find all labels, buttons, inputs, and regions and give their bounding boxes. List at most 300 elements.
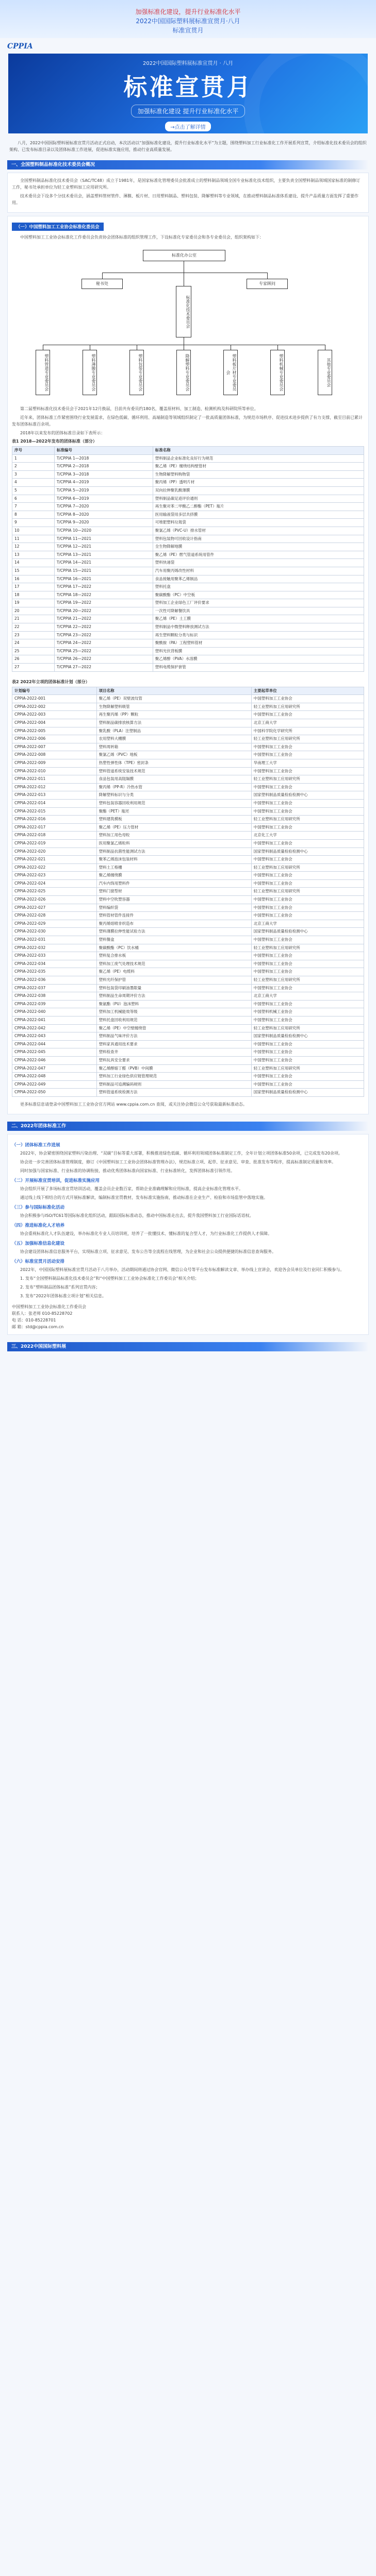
table-cell: 聚丙烯（PP）透明片材 [153, 479, 364, 487]
table-row [12, 727, 364, 735]
table-row [12, 551, 364, 559]
table-cell: 塑料制品气味评价方法 [96, 1032, 251, 1041]
table-header-cell: 主要起草单位 [251, 687, 364, 695]
org-node-committee: 标准化技术委员会 [176, 286, 191, 337]
plan-table [12, 687, 364, 1097]
table-row [12, 599, 364, 607]
table-row [12, 639, 364, 648]
table-cell: T/CPPIA 5—2019 [54, 486, 153, 495]
committee-subheading: （一）中国塑料加工工业协会标准化委员会 [12, 223, 104, 231]
table-cell: 农用塑料大棚膜 [96, 735, 251, 743]
table-cell: 塑料建筑模板 [96, 816, 251, 824]
table-row [12, 1032, 364, 1041]
table-cell: 塑料管道系统安装技术规范 [96, 767, 251, 775]
table-cell: CPPIA-2022-037 [12, 984, 97, 992]
table-cell: 塑料薄膜拉伸性能试验方法 [96, 928, 251, 936]
table-cell: CPPIA-2022-007 [12, 743, 97, 751]
table-cell: 中国塑料加工工业协会 [251, 1048, 364, 1057]
block-paragraph: 2022年，协会紧密围绕国家塑料污染治理、“双碳”目标等重大部署，积极推进绿色低碳、循环利用领域团体标准制定工作，全年计划立项团体标准50余项，已完成发布20余项。 [20, 1150, 343, 1156]
table-row [12, 1040, 364, 1048]
table-cell: 18 [12, 591, 55, 599]
table-cell: 中国塑料加工工业协会 [251, 711, 364, 719]
table-cell: 生物降解塑料购物袋 [153, 470, 364, 479]
table-cell: 汽车内饰用塑料件 [96, 879, 251, 888]
table-cell: 中国塑料加工工业协会 [251, 767, 364, 775]
table-cell: 塑料餐盒 [96, 936, 251, 944]
table-cell: 全生物降解地膜 [153, 543, 364, 551]
table-row [12, 807, 364, 816]
table-cell: CPPIA-2022-017 [12, 823, 97, 832]
table-cell: T/CPPIA 4—2019 [54, 479, 153, 487]
table-row [12, 1080, 364, 1089]
table-cell: 中国塑料加工工业协会 [251, 952, 364, 960]
intro-paragraph: 八月，2022中国国际塑料展标准宣贯月活动正式启动，本次活动以“加强标准化建设，提升行业标准化水平”为主题，围绕塑料加工行业标准化工作开展系列宣贯，介绍标准化技术委员会的组织架构、已发布标准目录以及团体标准工作进展，促进标准实施应用，推动行业高质量发展。 [9, 141, 367, 152]
table-cell: CPPIA-2022-046 [12, 1056, 97, 1064]
table-cell: CPPIA-2022-048 [12, 1073, 97, 1081]
table-cell: 聚乙烯（PE）缠绕结构壁管材 [153, 463, 364, 471]
table-cell: 21 [12, 615, 55, 623]
table-cell: CPPIA-2022-015 [12, 807, 97, 816]
spacer [12, 672, 364, 677]
table-cell: 中国塑料加工工业协会 [251, 896, 364, 904]
table-header-row [12, 687, 364, 695]
table-cell: T/CPPIA 12—2021 [54, 543, 153, 551]
table-cell: 塑料制品可追溯编码规则 [96, 1080, 251, 1089]
table-row [12, 454, 364, 463]
table-cell: 8 [12, 511, 55, 519]
table-cell: 27 [12, 664, 55, 672]
block-heading: （六）标准宣贯月活动安排 [12, 1259, 65, 1264]
hero-subtitle: 加强标准化建设 提升行业标准化水平 [131, 105, 246, 117]
table-cell: T/CPPIA 21—2022 [54, 615, 153, 623]
table-row [12, 486, 364, 495]
hero-subtitle-wrap [8, 103, 368, 117]
table-cell: 生物降解塑料吸管 [96, 703, 251, 711]
contact-line: 电 话：010-85228701 [12, 1317, 56, 1323]
table-row [12, 912, 364, 920]
table-cell: 降解塑料标识与分类 [96, 791, 251, 800]
table-cell: 塑料托盘 [153, 583, 364, 591]
table-cell: 塑料包装容器回收利用规范 [96, 799, 251, 807]
section-1-card [7, 173, 369, 213]
table-cell: 塑料包装物可回收设计指南 [153, 535, 364, 543]
section-1-heading: 一、全国塑料制品标准化技术委员会概况 [7, 160, 369, 170]
table-cell: 塑料周转箱 [96, 743, 251, 751]
org-line [102, 273, 103, 279]
table-cell: 聚乙烯醇缩丁醛（PVB）中间膜 [96, 1064, 251, 1073]
table-cell: CPPIA-2022-043 [12, 1032, 97, 1041]
org-node-child: 塑料管道专业委员会 [36, 350, 50, 395]
table-cell: 塑料制品抗菌性能测试方法 [96, 848, 251, 856]
table-cell: CPPIA-2022-013 [12, 791, 97, 800]
table-row [12, 623, 364, 632]
table-cell: CPPIA-2022-023 [12, 872, 97, 880]
table-cell: 聚丙烯（PP-R）冷热水管 [96, 783, 251, 791]
table-cell: 16 [12, 575, 55, 583]
banner-line-3: 标准宣贯月 [172, 27, 204, 34]
block-paragraph: 1. 发布“全国塑料制品标准化技术委员会”和“中国塑料加工工业协会标准化工作委员会”相关介绍； [20, 1276, 199, 1281]
table-header-cell: 计划编号 [12, 687, 97, 695]
table-cell: 国家塑料制品质量检验检测中心 [251, 791, 364, 800]
table-cell: 聚碳酸酯（PC）饮水桶 [96, 944, 251, 952]
table-2-title: 表2 2022年立项的团体标准计划（部分） [12, 679, 90, 684]
table-cell: 国家塑料制品质量检验检测中心 [251, 1089, 364, 1097]
table-row [12, 888, 364, 896]
table-cell: T/CPPIA 27—2022 [54, 664, 153, 672]
block-heading: （三）参与国际标准化活动 [12, 1205, 65, 1210]
table-row [12, 872, 364, 880]
table-cell: 聚乙烯（PE）土工膜 [153, 615, 364, 623]
table-row [12, 1008, 364, 1016]
block-paragraph: 协会重视标准化人才队伍建设，举办标准化专业人员培训班，培养了一批懂技术、懂标准的复合型人才，为行业标准化工作提供人才保障。 [20, 1231, 272, 1236]
table-row [12, 767, 364, 775]
table-row [12, 743, 364, 751]
table-row [12, 952, 364, 960]
table-cell: 国家塑料制品质量检验检测中心 [251, 848, 364, 856]
table-cell: CPPIA-2022-019 [12, 839, 97, 848]
table-cell: 塑料托盘回收利用规范 [96, 1016, 251, 1024]
table-1-body [12, 454, 364, 671]
table-cell: 聚丙烯熔喷非织造布 [96, 920, 251, 928]
section-1-para-2: 技术委员会下设多个分技术委员会，涵盖塑料管材管件、薄膜、板片材、日用塑料制品、塑料包装、降解塑料等专业领域，在推动塑料制品标准体系建设、提升产品质量方面发挥了重要作用。 [12, 194, 358, 205]
table-row [12, 591, 364, 599]
table-cell: 5 [12, 486, 55, 495]
table-cell: CPPIA-2022-021 [12, 856, 97, 864]
table-cell: T/CPPIA 3—2018 [54, 470, 153, 479]
org-node-child: 塑料板片材专业委员会 [223, 350, 238, 395]
table-cell: 塑料门窗型材 [96, 888, 251, 896]
table-cell: 北京工商大学 [251, 992, 364, 1001]
block-paragraph: 协会进一步完善团体标准管理制度，修订《中国塑料加工工业协会团体标准管理办法》，规范标准立项、起草、征求意见、审查、批准发布等程序，提高标准制定质量和效率。 [20, 1159, 336, 1164]
table-cell: 4 [12, 479, 55, 487]
table-cell: 国家塑料制品质量检验检测中心 [251, 928, 364, 936]
table-row [12, 1056, 364, 1064]
table-cell: 塑料加工行业绿色供应链管理规范 [96, 1073, 251, 1081]
table-cell: 中国塑料加工工业协会 [251, 839, 364, 848]
contact-line: 邮 箱：std@cppia.com.cn [12, 1324, 64, 1329]
org-node-child: 其他专业委员会 [318, 350, 332, 395]
table-row [12, 495, 364, 503]
table-cell: 北京工商大学 [251, 719, 364, 727]
table-cell: 13 [12, 551, 55, 559]
section-2-heading: 二、2022年团体标准工作 [7, 1122, 369, 1131]
table-cell: CPPIA-2022-006 [12, 735, 97, 743]
table-cell: 医用输液袋用多层共挤膜 [153, 511, 364, 519]
table-cell: 中国塑料加工工业协会 [251, 1000, 364, 1008]
table-cell: T/CPPIA 6—2019 [54, 495, 153, 503]
committee-para: 中国塑料加工工业协会标准化工作委员会负责协会团体标准的组织管理工作，下设标准化专家委员会和各专业委员会，组织架构如下： [20, 235, 264, 240]
table-cell: 塑料管材管件连接件 [96, 912, 251, 920]
table-cell: 食品接触用聚苯乙烯制品 [153, 575, 364, 583]
table-cell: CPPIA-2022-003 [12, 711, 97, 719]
table-cell: CPPIA-2022-020 [12, 848, 97, 856]
table-cell: CPPIA-2022-033 [12, 952, 97, 960]
hero-cta-wrap [8, 117, 368, 131]
table-cell: 塑料电缆保护套管 [153, 664, 364, 672]
table-cell: CPPIA-2022-050 [12, 1089, 97, 1097]
table-row [12, 1024, 364, 1032]
table-header-cell: 标准编号 [54, 447, 153, 455]
table-row [12, 936, 364, 944]
table-row [12, 607, 364, 615]
table-row [12, 751, 364, 759]
table-row [12, 470, 364, 479]
table-row [12, 799, 364, 807]
table-cell: CPPIA-2022-002 [12, 703, 97, 711]
table-cell: 10 [12, 527, 55, 535]
table-cell: 塑料包装袋印刷油墨限量 [96, 984, 251, 992]
table-cell: CPPIA-2022-024 [12, 879, 97, 888]
table-cell: 中国塑料加工工业协会 [251, 872, 364, 880]
cppia-logo: CPPIA [7, 42, 33, 50]
table-cell: 北京工商大学 [251, 920, 364, 928]
block-paragraph: 2022年，中国国际塑料展标准宣贯月活动于八月举办，活动期间将通过协会官网、微信公众号等平台发布标准解读文章、举办线上宣讲会，欢迎各会员单位及行业同仁积极参与。 [20, 1267, 345, 1272]
table-header-cell: 项目名称 [96, 687, 251, 695]
table-cell: CPPIA-2022-001 [12, 695, 97, 703]
block-paragraph: 2. 发布“塑料制品团体标准”系列宣贯内容； [20, 1284, 100, 1290]
table-cell: 聚酯（PET）瓶坯 [96, 807, 251, 816]
table-cell: 塑料中空吹塑容器 [96, 896, 251, 904]
table-row [12, 984, 364, 992]
table-cell: 14 [12, 559, 55, 567]
block-heading: （二）开展标准宣贯培训，促进标准实施应用 [12, 1178, 100, 1183]
table-cell: 中国塑料加工工业协会 [251, 743, 364, 751]
table-cell: 双向拉伸聚乳酸薄膜 [153, 486, 364, 495]
table-cell: 塑料复合排水板 [96, 952, 251, 960]
table-cell: T/CPPIA 1—2018 [54, 454, 153, 463]
table-row [12, 519, 364, 527]
table-row [12, 1089, 364, 1097]
table-cell: 聚乙烯（PE）电缆料 [96, 968, 251, 976]
table-cell: CPPIA-2022-028 [12, 912, 97, 920]
table-cell: 塑料光伏背板膜 [153, 647, 364, 655]
org-node-secretariat: 秘书处 [81, 279, 123, 289]
block-heading: （一）团体标准工作进展 [12, 1142, 60, 1148]
table-row [12, 703, 364, 711]
table-cell: 塑料快递袋 [153, 559, 364, 567]
table-cell: 6 [12, 495, 55, 503]
table-cell: T/CPPIA 20—2022 [54, 607, 153, 615]
table-cell: T/CPPIA 8—2020 [54, 511, 153, 519]
table-cell: 塑料加工用色母粒 [96, 832, 251, 840]
table-cell: 轻工业塑料加工应用研究所 [251, 863, 364, 872]
table-row [12, 992, 364, 1001]
table-row [12, 655, 364, 664]
contact-info [12, 1303, 364, 1330]
table-row [12, 567, 364, 575]
table-cell: CPPIA-2022-029 [12, 920, 97, 928]
table-cell: 中国塑料加工工业协会 [251, 807, 364, 816]
hero-small-title: 2022中国国际塑料展标准宣贯月 · 八月 [143, 61, 233, 66]
table-cell: CPPIA-2022-022 [12, 863, 97, 872]
table-cell: CPPIA-2022-016 [12, 816, 97, 824]
committee-para-5: 2018年以来发布的团体标准目录如下表所示： [20, 431, 105, 435]
table-cell: CPPIA-2022-049 [12, 1080, 97, 1089]
standards-table [12, 446, 364, 672]
table-row [12, 695, 364, 703]
table-cell: T/CPPIA 17—2022 [54, 583, 153, 591]
table-1-title: 表1 2018—2022年发布的团体标准（部分） [12, 439, 97, 444]
table-cell: 塑料加工机械能效等级 [96, 1008, 251, 1016]
table-cell: CPPIA-2022-027 [12, 904, 97, 912]
table-cell: T/CPPIA 25—2022 [54, 647, 153, 655]
table-cell: 中国塑料加工工业协会 [251, 783, 364, 791]
table-row [12, 1016, 364, 1024]
table-cell: 塑料检查井 [96, 1048, 251, 1057]
table-row [12, 904, 364, 912]
table-cell: 食品包装用高阻隔膜 [96, 775, 251, 784]
table-row [12, 775, 364, 784]
org-node-experts: 专家顾问 [247, 279, 288, 289]
contact-line: 联系人：张老师 010-85228702 [12, 1311, 73, 1316]
table-cell: 中国塑料加工工业协会 [251, 904, 364, 912]
table-row [12, 816, 364, 824]
committee-card [7, 216, 369, 1114]
table-cell: CPPIA-2022-038 [12, 992, 97, 1001]
table-cell: 塑料土工格栅 [96, 863, 251, 872]
table-cell: T/CPPIA 14—2021 [54, 559, 153, 567]
banner-line-2: 2022中国国际塑料展标准宣贯月·八月 [136, 18, 240, 25]
table-row [12, 543, 364, 551]
table-row [12, 615, 364, 623]
table-row [12, 920, 364, 928]
table-cell: 塑料管道系统检测方法 [96, 1089, 251, 1097]
table-cell: 中国塑料加工工业协会 [251, 1073, 364, 1081]
table-cell: 聚乙烯（PE）双壁波纹管 [96, 695, 251, 703]
table-cell: T/CPPIA 7—2020 [54, 503, 153, 511]
table-row [12, 848, 364, 856]
table-row [12, 944, 364, 952]
table-cell: 聚乙烯醇（PVA）水溶膜 [153, 655, 364, 664]
section-2-card [7, 1134, 369, 1335]
table-header-row [12, 447, 364, 455]
table-cell: 聚乙烯缠绕膜 [96, 872, 251, 880]
table-cell: CPPIA-2022-005 [12, 727, 97, 735]
table-cell: 聚乙烯（PE）压力管材 [96, 823, 251, 832]
table-cell: 聚乳酸（PLA）注塑制品 [96, 727, 251, 735]
table-cell: 中国塑料加工工业协会 [251, 936, 364, 944]
table-row [12, 856, 364, 864]
table-cell: CPPIA-2022-039 [12, 1000, 97, 1008]
table-cell: 聚酰胺（PA）工程塑料管材 [153, 639, 364, 648]
table-cell: CPPIA-2022-018 [12, 832, 97, 840]
table-cell: 中国塑料加工工业协会 [251, 960, 364, 968]
table-cell: 7 [12, 503, 55, 511]
table-cell: 19 [12, 599, 55, 607]
table-cell: 塑料制品碳排放核算方法 [96, 719, 251, 727]
org-node-child: 降解塑料专业委员会 [176, 350, 191, 395]
table-row [12, 711, 364, 719]
table-cell: 1 [12, 454, 55, 463]
table-cell: 再生塑料颗粒分类与标识 [153, 631, 364, 639]
block-paragraph: 协会积极参与ISO/TC61等国际标准化组织活动，跟踪国际标准动态，推动中国标准走出去，提升我国塑料加工行业国际话语权。 [20, 1213, 254, 1218]
org-line [277, 345, 278, 350]
table-row [12, 1064, 364, 1073]
table-cell: 可堆肥塑料垃圾袋 [153, 519, 364, 527]
table-row [12, 503, 364, 511]
table-cell: T/CPPIA 11—2021 [54, 535, 153, 543]
top-banner [0, 0, 376, 38]
table-cell: 中国塑料机械工业协会 [251, 1008, 364, 1016]
block-paragraph: 协会组织开展了多场标准宣贯培训活动，覆盖会员企业数百家，帮助企业准确理解和应用标准，提高企业标准化管理水平。 [20, 1186, 243, 1191]
table-cell: 聚乙烯（PE）中空壁缠绕管 [96, 1024, 251, 1032]
table-cell: 9 [12, 519, 55, 527]
table-cell: T/CPPIA 26—2022 [54, 655, 153, 664]
logo-row [0, 38, 376, 54]
table-cell: 12 [12, 543, 55, 551]
block-paragraph: 协会建设团体标准信息服务平台，实现标准立项、征求意见、发布公告等全流程在线管理，为企业和社会公众提供便捷的标准信息查询服务。 [20, 1249, 276, 1254]
table-cell: 聚乙烯（PE）燃气管道系统用管件 [153, 551, 364, 559]
table-cell: CPPIA-2022-014 [12, 799, 97, 807]
section-3-heading: 三、2022中国国际塑料展 [7, 1342, 369, 1351]
table-cell: T/CPPIA 23—2022 [54, 631, 153, 639]
table-row [12, 823, 364, 832]
table-cell: 塑料光纤保护管 [96, 976, 251, 985]
table-row [12, 647, 364, 655]
committee-para-4: 近年来，团体标准工作紧密围绕行业发展需求，在绿色低碳、循环利用、高端制造等领域组织制定了一批高质量团体标准，为规范市场秩序、促进技术进步提供了有力支撑，截至目前已累计发布团体标准百余项。 [12, 415, 363, 427]
table-cell: 汽车用聚丙烯改性材料 [153, 567, 364, 575]
table-cell: CPPIA-2022-044 [12, 1040, 97, 1048]
table-cell: CPPIA-2022-035 [12, 968, 97, 976]
org-chart [12, 246, 364, 400]
table-cell: 热塑性弹性体（TPE）密封条 [96, 759, 251, 767]
table-cell: CPPIA-2022-011 [12, 775, 97, 784]
org-node-child: 塑料机械专业委员会 [270, 350, 285, 395]
hero-banner[interactable] [8, 54, 368, 133]
table-cell: T/CPPIA 18—2022 [54, 591, 153, 599]
table-cell: T/CPPIA 13—2021 [54, 551, 153, 559]
table-cell: 华南理工大学 [251, 759, 364, 767]
table-cell: 中国塑料加工工业协会 [251, 912, 364, 920]
table-cell: 23 [12, 631, 55, 639]
table-row [12, 479, 364, 487]
org-node-top: 标准化办公室 [143, 250, 225, 261]
learn-more-button[interactable]: →点击了解详情 [165, 122, 210, 131]
table-cell: CPPIA-2022-004 [12, 719, 97, 727]
table-cell: 中国科学院化学研究所 [251, 727, 364, 735]
table-cell: 中国塑料加工工业协会 [251, 751, 364, 759]
table-cell: CPPIA-2022-036 [12, 976, 97, 985]
table-row [12, 575, 364, 583]
table-row [12, 511, 364, 519]
table-cell: 中国塑料加工工业协会 [251, 695, 364, 703]
table-cell: T/CPPIA 9—2020 [54, 519, 153, 527]
table-row [12, 527, 364, 535]
table-row [12, 976, 364, 985]
block-heading: （五）加强标准信息化建设 [12, 1241, 65, 1246]
contact-line: 中国塑料加工工业协会标准化工作委员会 [12, 1304, 86, 1309]
banner-line-1: 加强标准化建设，提升行业标准化水平 [135, 8, 241, 15]
hero-title: 标准宣贯月 [123, 73, 253, 101]
table-cell: 轻工业塑料加工应用研究所 [251, 944, 364, 952]
table-cell: 中国塑料加工工业协会 [251, 823, 364, 832]
table-cell: 中国塑料加工工业协会 [251, 984, 364, 992]
table-cell: 一次性可降解餐饮具 [153, 607, 364, 615]
block-heading: （四）推进标准化人才培养 [12, 1223, 65, 1228]
table-cell: CPPIA-2022-040 [12, 1008, 97, 1016]
table-cell: 轻工业塑料加工应用研究所 [251, 735, 364, 743]
table-cell: 中国塑料加工工业协会 [251, 1016, 364, 1024]
table-cell: CPPIA-2022-025 [12, 888, 97, 896]
table-cell: 中国塑料加工工业协会 [251, 799, 364, 807]
table-row [12, 559, 364, 567]
table-cell: 聚氯乙烯（PVC）地板 [96, 751, 251, 759]
table-cell: 中国塑料加工工业协会 [251, 1080, 364, 1089]
table-cell: 聚碳酸酯（PC）中空板 [153, 591, 364, 599]
table-cell: 轻工业塑料加工应用研究所 [251, 1024, 364, 1032]
block-paragraph: 3. 发布“2022年团体标准立项计划”相关信息。 [20, 1293, 106, 1298]
table-cell: 塑料家具通用技术要求 [96, 1040, 251, 1048]
